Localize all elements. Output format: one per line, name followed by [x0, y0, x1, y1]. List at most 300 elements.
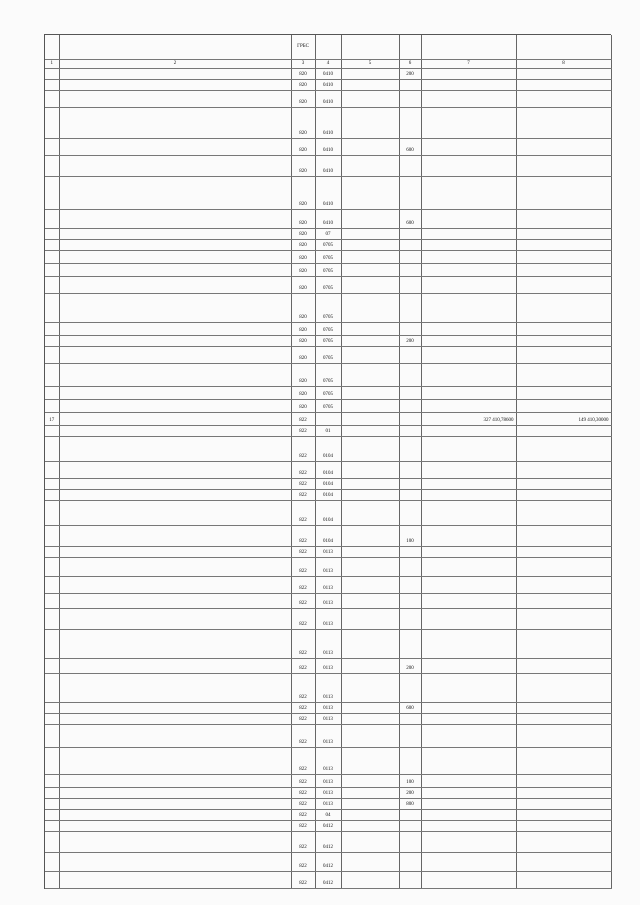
row-razd: 0113	[315, 748, 341, 775]
row-number	[45, 229, 59, 240]
row-amount-year2	[516, 323, 611, 336]
row-name	[59, 347, 291, 364]
row-csr	[341, 821, 399, 832]
table-row	[45, 251, 611, 264]
row-razd: 0113	[315, 799, 341, 810]
row-csr	[341, 872, 399, 889]
row-number	[45, 832, 59, 853]
table-row	[45, 210, 611, 229]
row-number	[45, 426, 59, 437]
row-grbs: 822	[291, 558, 315, 577]
row-csr	[341, 810, 399, 821]
row-vr	[399, 853, 421, 872]
row-number	[45, 630, 59, 659]
row-name	[59, 558, 291, 577]
row-amount-year2	[516, 336, 611, 347]
table-row	[45, 558, 611, 577]
row-number	[45, 177, 59, 210]
row-razd: 0113	[315, 594, 341, 609]
row-amount-year2	[516, 108, 611, 139]
row-vr	[399, 832, 421, 853]
row-amount-year2	[516, 547, 611, 558]
table-row	[45, 479, 611, 490]
row-vr	[399, 462, 421, 479]
header-year1	[421, 35, 516, 60]
row-number	[45, 609, 59, 630]
row-vr	[399, 323, 421, 336]
row-amount-year1	[421, 251, 516, 264]
table-row	[45, 799, 611, 810]
table-row	[45, 177, 611, 210]
row-vr	[399, 400, 421, 413]
row-number	[45, 69, 59, 80]
row-amount-year2	[516, 674, 611, 703]
table-row	[45, 714, 611, 725]
column-number: 6	[399, 60, 421, 69]
row-csr	[341, 748, 399, 775]
row-grbs: 820	[291, 294, 315, 323]
row-amount-year1	[421, 156, 516, 177]
table-row	[45, 725, 611, 748]
row-razd: 0412	[315, 832, 341, 853]
row-number	[45, 156, 59, 177]
row-number	[45, 501, 59, 526]
row-razd: 0410	[315, 80, 341, 91]
row-number	[45, 364, 59, 387]
row-amount-year2	[516, 725, 611, 748]
row-csr	[341, 229, 399, 240]
row-csr	[341, 799, 399, 810]
row-number	[45, 872, 59, 889]
row-grbs: 822	[291, 659, 315, 674]
row-name	[59, 264, 291, 277]
row-vr	[399, 609, 421, 630]
table-row	[45, 609, 611, 630]
row-amount-year2	[516, 558, 611, 577]
row-number	[45, 347, 59, 364]
row-grbs: 820	[291, 108, 315, 139]
row-amount-year1	[421, 347, 516, 364]
row-razd: 0412	[315, 872, 341, 889]
row-razd: 0410	[315, 69, 341, 80]
row-vr	[399, 501, 421, 526]
row-amount-year1	[421, 462, 516, 479]
row-amount-year1	[421, 577, 516, 594]
row-amount-year2	[516, 277, 611, 294]
row-amount-year1	[421, 703, 516, 714]
row-number	[45, 210, 59, 229]
row-number: 17	[45, 413, 59, 426]
row-csr	[341, 336, 399, 347]
row-name	[59, 323, 291, 336]
row-grbs: 822	[291, 775, 315, 788]
row-csr	[341, 479, 399, 490]
row-vr	[399, 872, 421, 889]
table-row	[45, 490, 611, 501]
row-amount-year1	[421, 547, 516, 558]
row-number	[45, 674, 59, 703]
row-csr	[341, 526, 399, 547]
row-csr	[341, 400, 399, 413]
row-grbs: 820	[291, 80, 315, 91]
row-amount-year1	[421, 799, 516, 810]
row-number	[45, 788, 59, 799]
row-name	[59, 437, 291, 462]
row-amount-year1	[421, 437, 516, 462]
row-amount-year2	[516, 210, 611, 229]
row-amount-year2	[516, 526, 611, 547]
table-row	[45, 810, 611, 821]
row-grbs: 820	[291, 336, 315, 347]
row-name	[59, 490, 291, 501]
table-row	[45, 703, 611, 714]
row-vr: 600	[399, 210, 421, 229]
table-row	[45, 156, 611, 177]
row-name	[59, 156, 291, 177]
table-row	[45, 400, 611, 413]
row-name	[59, 821, 291, 832]
row-number	[45, 775, 59, 788]
row-csr	[341, 609, 399, 630]
row-amount-year2	[516, 659, 611, 674]
row-csr	[341, 387, 399, 400]
row-vr	[399, 264, 421, 277]
row-amount-year2	[516, 156, 611, 177]
row-grbs: 820	[291, 347, 315, 364]
row-vr	[399, 479, 421, 490]
row-name	[59, 748, 291, 775]
row-csr	[341, 426, 399, 437]
row-grbs: 822	[291, 703, 315, 714]
row-number	[45, 714, 59, 725]
row-grbs: 820	[291, 251, 315, 264]
row-razd: 0104	[315, 462, 341, 479]
row-razd: 0113	[315, 788, 341, 799]
row-vr: 800	[399, 799, 421, 810]
row-name	[59, 799, 291, 810]
row-csr	[341, 714, 399, 725]
row-grbs: 822	[291, 872, 315, 889]
row-razd: 0705	[315, 264, 341, 277]
row-amount-year2	[516, 251, 611, 264]
row-amount-year2	[516, 810, 611, 821]
row-number	[45, 437, 59, 462]
table-row	[45, 462, 611, 479]
row-vr: 200	[399, 336, 421, 347]
header-grbs: ГРБС	[291, 35, 315, 60]
table-row	[45, 821, 611, 832]
row-razd: 0705	[315, 336, 341, 347]
row-amount-year1	[421, 294, 516, 323]
table-row	[45, 294, 611, 323]
row-amount-year1	[421, 364, 516, 387]
row-vr	[399, 490, 421, 501]
row-csr	[341, 210, 399, 229]
row-amount-year2	[516, 347, 611, 364]
row-razd: 0410	[315, 210, 341, 229]
row-razd: 07	[315, 229, 341, 240]
row-amount-year1	[421, 240, 516, 251]
row-vr: 600	[399, 139, 421, 156]
row-amount-year1	[421, 139, 516, 156]
row-amount-year2	[516, 609, 611, 630]
table-row	[45, 229, 611, 240]
row-amount-year2	[516, 229, 611, 240]
row-amount-year2	[516, 577, 611, 594]
row-grbs: 822	[291, 526, 315, 547]
table-row	[45, 108, 611, 139]
row-amount-year2	[516, 748, 611, 775]
row-grbs: 820	[291, 364, 315, 387]
row-name	[59, 91, 291, 108]
row-grbs: 822	[291, 810, 315, 821]
row-name	[59, 240, 291, 251]
row-name	[59, 674, 291, 703]
row-csr	[341, 177, 399, 210]
row-grbs: 822	[291, 462, 315, 479]
row-csr	[341, 364, 399, 387]
row-amount-year2	[516, 69, 611, 80]
row-razd: 0705	[315, 400, 341, 413]
table-row	[45, 594, 611, 609]
column-number: 8	[516, 60, 611, 69]
table-row	[45, 775, 611, 788]
row-csr	[341, 69, 399, 80]
row-name	[59, 703, 291, 714]
table-row	[45, 364, 611, 387]
row-vr	[399, 594, 421, 609]
row-grbs: 820	[291, 240, 315, 251]
row-razd	[315, 413, 341, 426]
row-number	[45, 558, 59, 577]
row-razd: 0705	[315, 323, 341, 336]
row-vr	[399, 251, 421, 264]
row-amount-year2	[516, 788, 611, 799]
row-vr	[399, 437, 421, 462]
row-razd: 0705	[315, 277, 341, 294]
row-vr: 200	[399, 659, 421, 674]
row-grbs: 822	[291, 630, 315, 659]
row-amount-year1	[421, 659, 516, 674]
row-csr	[341, 594, 399, 609]
row-razd: 0104	[315, 437, 341, 462]
row-vr	[399, 108, 421, 139]
row-grbs: 822	[291, 799, 315, 810]
row-grbs: 822	[291, 426, 315, 437]
table-row	[45, 69, 611, 80]
row-amount-year2	[516, 594, 611, 609]
row-amount-year1	[421, 229, 516, 240]
row-razd: 0410	[315, 139, 341, 156]
row-grbs: 822	[291, 479, 315, 490]
table-row	[45, 630, 611, 659]
row-csr	[341, 264, 399, 277]
row-number	[45, 387, 59, 400]
row-name	[59, 387, 291, 400]
row-vr	[399, 426, 421, 437]
row-razd: 0113	[315, 714, 341, 725]
column-number: 4	[315, 60, 341, 69]
row-amount-year2	[516, 387, 611, 400]
row-amount-year2	[516, 177, 611, 210]
row-amount-year1	[421, 775, 516, 788]
header-year2	[516, 35, 611, 60]
row-name	[59, 229, 291, 240]
row-name	[59, 547, 291, 558]
table-row	[45, 674, 611, 703]
row-number	[45, 526, 59, 547]
table-row	[45, 139, 611, 156]
row-razd: 0410	[315, 156, 341, 177]
row-grbs: 820	[291, 210, 315, 229]
row-grbs: 822	[291, 609, 315, 630]
table-row	[45, 659, 611, 674]
row-grbs: 822	[291, 821, 315, 832]
row-razd: 0705	[315, 251, 341, 264]
row-amount-year2	[516, 426, 611, 437]
row-amount-year2	[516, 501, 611, 526]
row-vr	[399, 347, 421, 364]
row-razd: 0113	[315, 609, 341, 630]
row-number	[45, 703, 59, 714]
row-name	[59, 177, 291, 210]
row-number	[45, 725, 59, 748]
row-csr	[341, 437, 399, 462]
row-amount-year1	[421, 748, 516, 775]
row-amount-year1	[421, 714, 516, 725]
table-row	[45, 577, 611, 594]
row-name	[59, 659, 291, 674]
row-csr	[341, 501, 399, 526]
row-vr	[399, 748, 421, 775]
row-csr	[341, 547, 399, 558]
row-csr	[341, 251, 399, 264]
row-grbs: 822	[291, 501, 315, 526]
row-razd: 0705	[315, 387, 341, 400]
row-name	[59, 336, 291, 347]
row-amount-year2	[516, 437, 611, 462]
row-vr: 100	[399, 526, 421, 547]
row-csr	[341, 156, 399, 177]
row-vr	[399, 558, 421, 577]
column-number: 5	[341, 60, 399, 69]
row-razd: 0113	[315, 630, 341, 659]
row-amount-year1	[421, 177, 516, 210]
row-csr	[341, 490, 399, 501]
row-amount-year1	[421, 872, 516, 889]
row-razd: 0113	[315, 577, 341, 594]
row-number	[45, 821, 59, 832]
row-amount-year1	[421, 323, 516, 336]
row-grbs: 822	[291, 674, 315, 703]
row-csr	[341, 139, 399, 156]
row-number	[45, 748, 59, 775]
row-grbs: 820	[291, 229, 315, 240]
row-name	[59, 210, 291, 229]
row-grbs: 820	[291, 323, 315, 336]
row-amount-year2	[516, 462, 611, 479]
row-razd: 0104	[315, 526, 341, 547]
row-grbs: 822	[291, 748, 315, 775]
row-vr: 200	[399, 788, 421, 799]
row-amount-year2	[516, 364, 611, 387]
row-number	[45, 91, 59, 108]
table-row	[45, 547, 611, 558]
row-vr	[399, 364, 421, 387]
row-amount-year1	[421, 80, 516, 91]
row-csr	[341, 277, 399, 294]
table-body	[45, 69, 611, 889]
row-name	[59, 594, 291, 609]
row-name	[59, 80, 291, 91]
row-vr	[399, 277, 421, 294]
row-razd: 01	[315, 426, 341, 437]
row-name	[59, 426, 291, 437]
row-razd: 0113	[315, 659, 341, 674]
row-csr	[341, 347, 399, 364]
row-csr	[341, 853, 399, 872]
row-grbs: 820	[291, 69, 315, 80]
row-vr	[399, 630, 421, 659]
row-name	[59, 832, 291, 853]
row-number	[45, 462, 59, 479]
row-amount-year2	[516, 853, 611, 872]
row-vr	[399, 674, 421, 703]
row-grbs: 822	[291, 437, 315, 462]
row-amount-year1	[421, 490, 516, 501]
row-name	[59, 108, 291, 139]
row-amount-year2	[516, 872, 611, 889]
row-vr	[399, 714, 421, 725]
row-name	[59, 872, 291, 889]
row-amount-year1	[421, 609, 516, 630]
row-number	[45, 810, 59, 821]
table-row	[45, 413, 611, 426]
row-razd: 0410	[315, 91, 341, 108]
row-amount-year1	[421, 426, 516, 437]
row-name	[59, 139, 291, 156]
row-number	[45, 139, 59, 156]
row-amount-year2	[516, 400, 611, 413]
row-vr	[399, 229, 421, 240]
row-name	[59, 609, 291, 630]
row-csr	[341, 240, 399, 251]
row-amount-year2	[516, 240, 611, 251]
row-name	[59, 810, 291, 821]
row-razd: 0410	[315, 177, 341, 210]
row-amount-year1	[421, 594, 516, 609]
row-name	[59, 479, 291, 490]
table-row	[45, 336, 611, 347]
row-csr	[341, 108, 399, 139]
row-number	[45, 336, 59, 347]
row-amount-year2	[516, 832, 611, 853]
row-csr	[341, 630, 399, 659]
row-razd: 0705	[315, 347, 341, 364]
row-grbs: 820	[291, 400, 315, 413]
row-amount-year2	[516, 775, 611, 788]
header-vr	[399, 35, 421, 60]
row-amount-year1	[421, 674, 516, 703]
row-razd: 0412	[315, 821, 341, 832]
row-number	[45, 547, 59, 558]
row-number	[45, 577, 59, 594]
row-csr	[341, 788, 399, 799]
row-amount-year1	[421, 210, 516, 229]
row-razd: 0113	[315, 674, 341, 703]
row-number	[45, 323, 59, 336]
table-row	[45, 748, 611, 775]
